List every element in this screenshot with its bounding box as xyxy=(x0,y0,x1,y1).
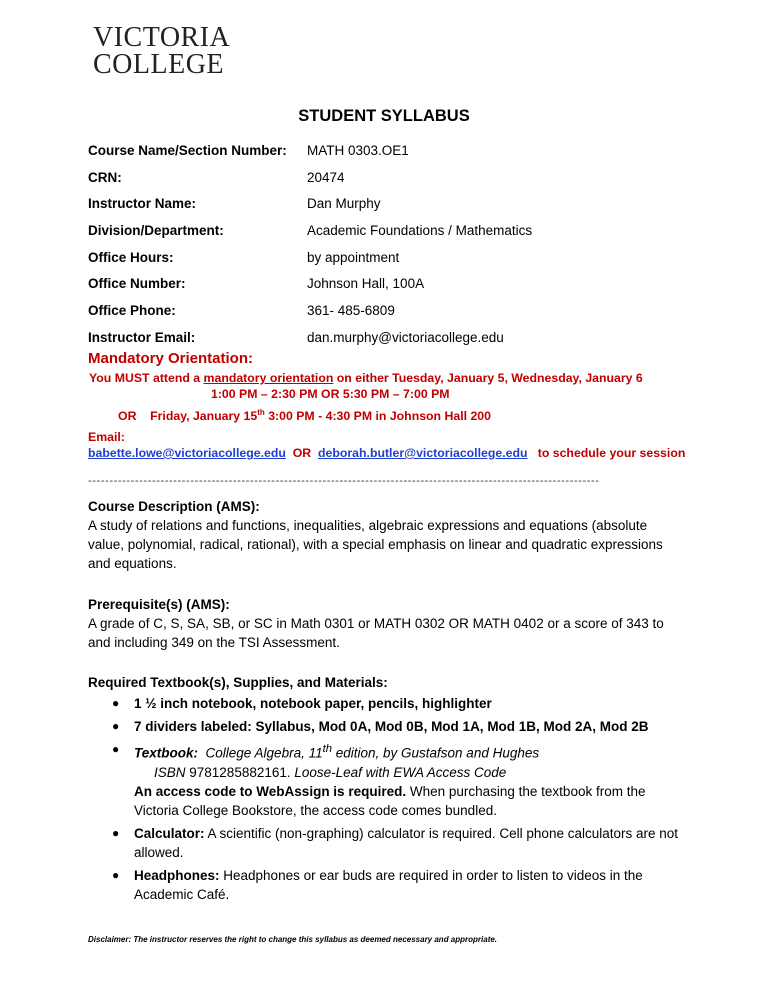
list-item xyxy=(88,694,683,713)
item-text: 1 ½ inch notebook, notebook paper, pencils, highlighter xyxy=(134,696,492,711)
email-line xyxy=(88,446,685,460)
info-value: MATH 0303.OE1 xyxy=(307,143,409,158)
instructor-email: dan.murphy@victoriacollege.edu xyxy=(307,329,504,345)
email-post-text: to schedule your session xyxy=(537,446,686,460)
textbook-superscript: th xyxy=(322,743,332,755)
info-label: Division/Department: xyxy=(88,223,224,239)
page-title: STUDENT SYLLABUS xyxy=(298,107,470,125)
info-value: 20474 xyxy=(307,169,345,185)
textbook-title-pre: College Algebra, 11 xyxy=(205,745,323,761)
headphones-text: Headphones or ear buds are required in order to listen to videos in the Academic Café. xyxy=(134,867,643,902)
email-or: OR xyxy=(292,446,312,460)
textbook-isbn-line xyxy=(134,763,683,782)
email-label: Email: xyxy=(88,430,125,444)
list-item xyxy=(88,866,683,904)
list-item xyxy=(88,717,683,736)
headphones-label: Headphones: xyxy=(134,867,220,883)
info-label: Instructor Email: xyxy=(88,329,196,345)
bullet-icon: ● xyxy=(112,825,120,840)
info-value: 361- 485-6809 xyxy=(307,303,395,319)
logo-line-1: VICTORIA xyxy=(93,22,231,53)
prerequisite-section xyxy=(88,595,683,652)
isbn-label: ISBN xyxy=(154,764,186,780)
calculator-text: A scientific (non-graphing) calculator is required. Cell phone calculators are not allowed. xyxy=(134,825,679,860)
college-logo xyxy=(93,24,230,78)
mandatory-orientation-section xyxy=(88,350,688,460)
orientation-line-3-post: 3:00 PM - 4:30 PM in Johnson Hall 200 xyxy=(264,409,491,424)
isbn-post: Loose-Leaf with EWA Access Code xyxy=(294,764,507,780)
bullet-icon: ● xyxy=(112,867,120,882)
section-heading: Course Description (AMS): xyxy=(88,499,260,514)
textbook-title-post: edition, by Gustafson and Hughes xyxy=(331,745,540,761)
info-value: Academic Foundations / Mathematics xyxy=(307,223,533,239)
orientation-line-3-pre: Friday, January 15 xyxy=(150,409,258,424)
orientation-superscript: th xyxy=(257,408,265,417)
info-label: Office Hours: xyxy=(88,249,174,265)
info-label: Office Number: xyxy=(88,276,186,292)
info-label: Instructor Name: xyxy=(88,196,197,212)
orientation-heading: Mandatory Orientation: xyxy=(88,350,254,367)
textbook-label: Textbook: xyxy=(134,745,198,761)
email-link-lowe[interactable]: babette.lowe@victoriacollege.edu xyxy=(88,446,286,460)
info-label: Course Name/Section Number: xyxy=(88,143,287,158)
section-heading: Prerequisite(s) (AMS): xyxy=(88,597,230,612)
section-heading: Required Textbook(s), Supplies, and Materials: xyxy=(88,675,388,690)
orientation-line-2: 1:00 PM – 2:30 PM OR 5:30 PM – 7:00 PM xyxy=(211,387,450,401)
access-code-text: When purchasing the textbook from the Victoria College Bookstore, the access code comes bundled. xyxy=(134,783,646,818)
bullet-icon: ● xyxy=(112,696,120,710)
calculator-label: Calculator: xyxy=(134,825,205,841)
isbn-number: 9781285882161. xyxy=(185,764,295,780)
access-code-line xyxy=(134,782,683,820)
orientation-line-1 xyxy=(89,371,688,385)
list-item xyxy=(88,824,683,862)
info-value: by appointment xyxy=(307,249,400,265)
orientation-line-1-pre: You MUST attend a xyxy=(89,371,204,385)
email-link-butler[interactable]: deborah.butler@victoriacollege.edu xyxy=(318,446,528,460)
bullet-icon: ● xyxy=(112,742,120,756)
bullet-icon: ● xyxy=(112,719,120,733)
info-value: Johnson Hall, 100A xyxy=(307,276,425,292)
logo-line-2: COLLEGE xyxy=(93,49,225,80)
list-item xyxy=(88,740,683,820)
orientation-or: OR xyxy=(118,409,137,424)
orientation-line-3 xyxy=(118,408,491,423)
info-label: CRN: xyxy=(88,169,122,185)
orientation-link-text: mandatory orientation xyxy=(203,371,334,385)
access-code-bold: An access code to WebAssign is required. xyxy=(134,783,407,799)
info-value: Dan Murphy xyxy=(307,196,381,212)
materials-list xyxy=(88,694,683,904)
dashed-divider: ------------------------------------------------------------------------------------------------------------------------ xyxy=(88,475,600,487)
course-description-section xyxy=(88,497,683,573)
footer-disclaimer: Disclaimer: The instructor reserves the right to change this syllabus as deemed necessary and appropriate. xyxy=(88,935,498,944)
section-text: A study of relations and functions, inequalities, algebraic expressions and equations (absolute value, polynomial, radical, rational), with a special emphasis on linear and quadratic expressions and equations. xyxy=(88,518,663,571)
info-label: Office Phone: xyxy=(88,303,176,319)
orientation-line-1-post: on either Tuesday, January 5, Wednesday, January 6 xyxy=(333,371,643,385)
required-materials-section xyxy=(88,673,683,908)
section-text: A grade of C, S, SA, SB, or SC in Math 0301 or MATH 0302 OR MATH 0402 or a score of 343 to and including 349 on the TSI Assessment. xyxy=(88,616,664,650)
item-text: 7 dividers labeled: Syllabus, Mod 0A, Mod 0B, Mod 1A, Mod 1B, Mod 2A, Mod 2B xyxy=(134,719,649,734)
